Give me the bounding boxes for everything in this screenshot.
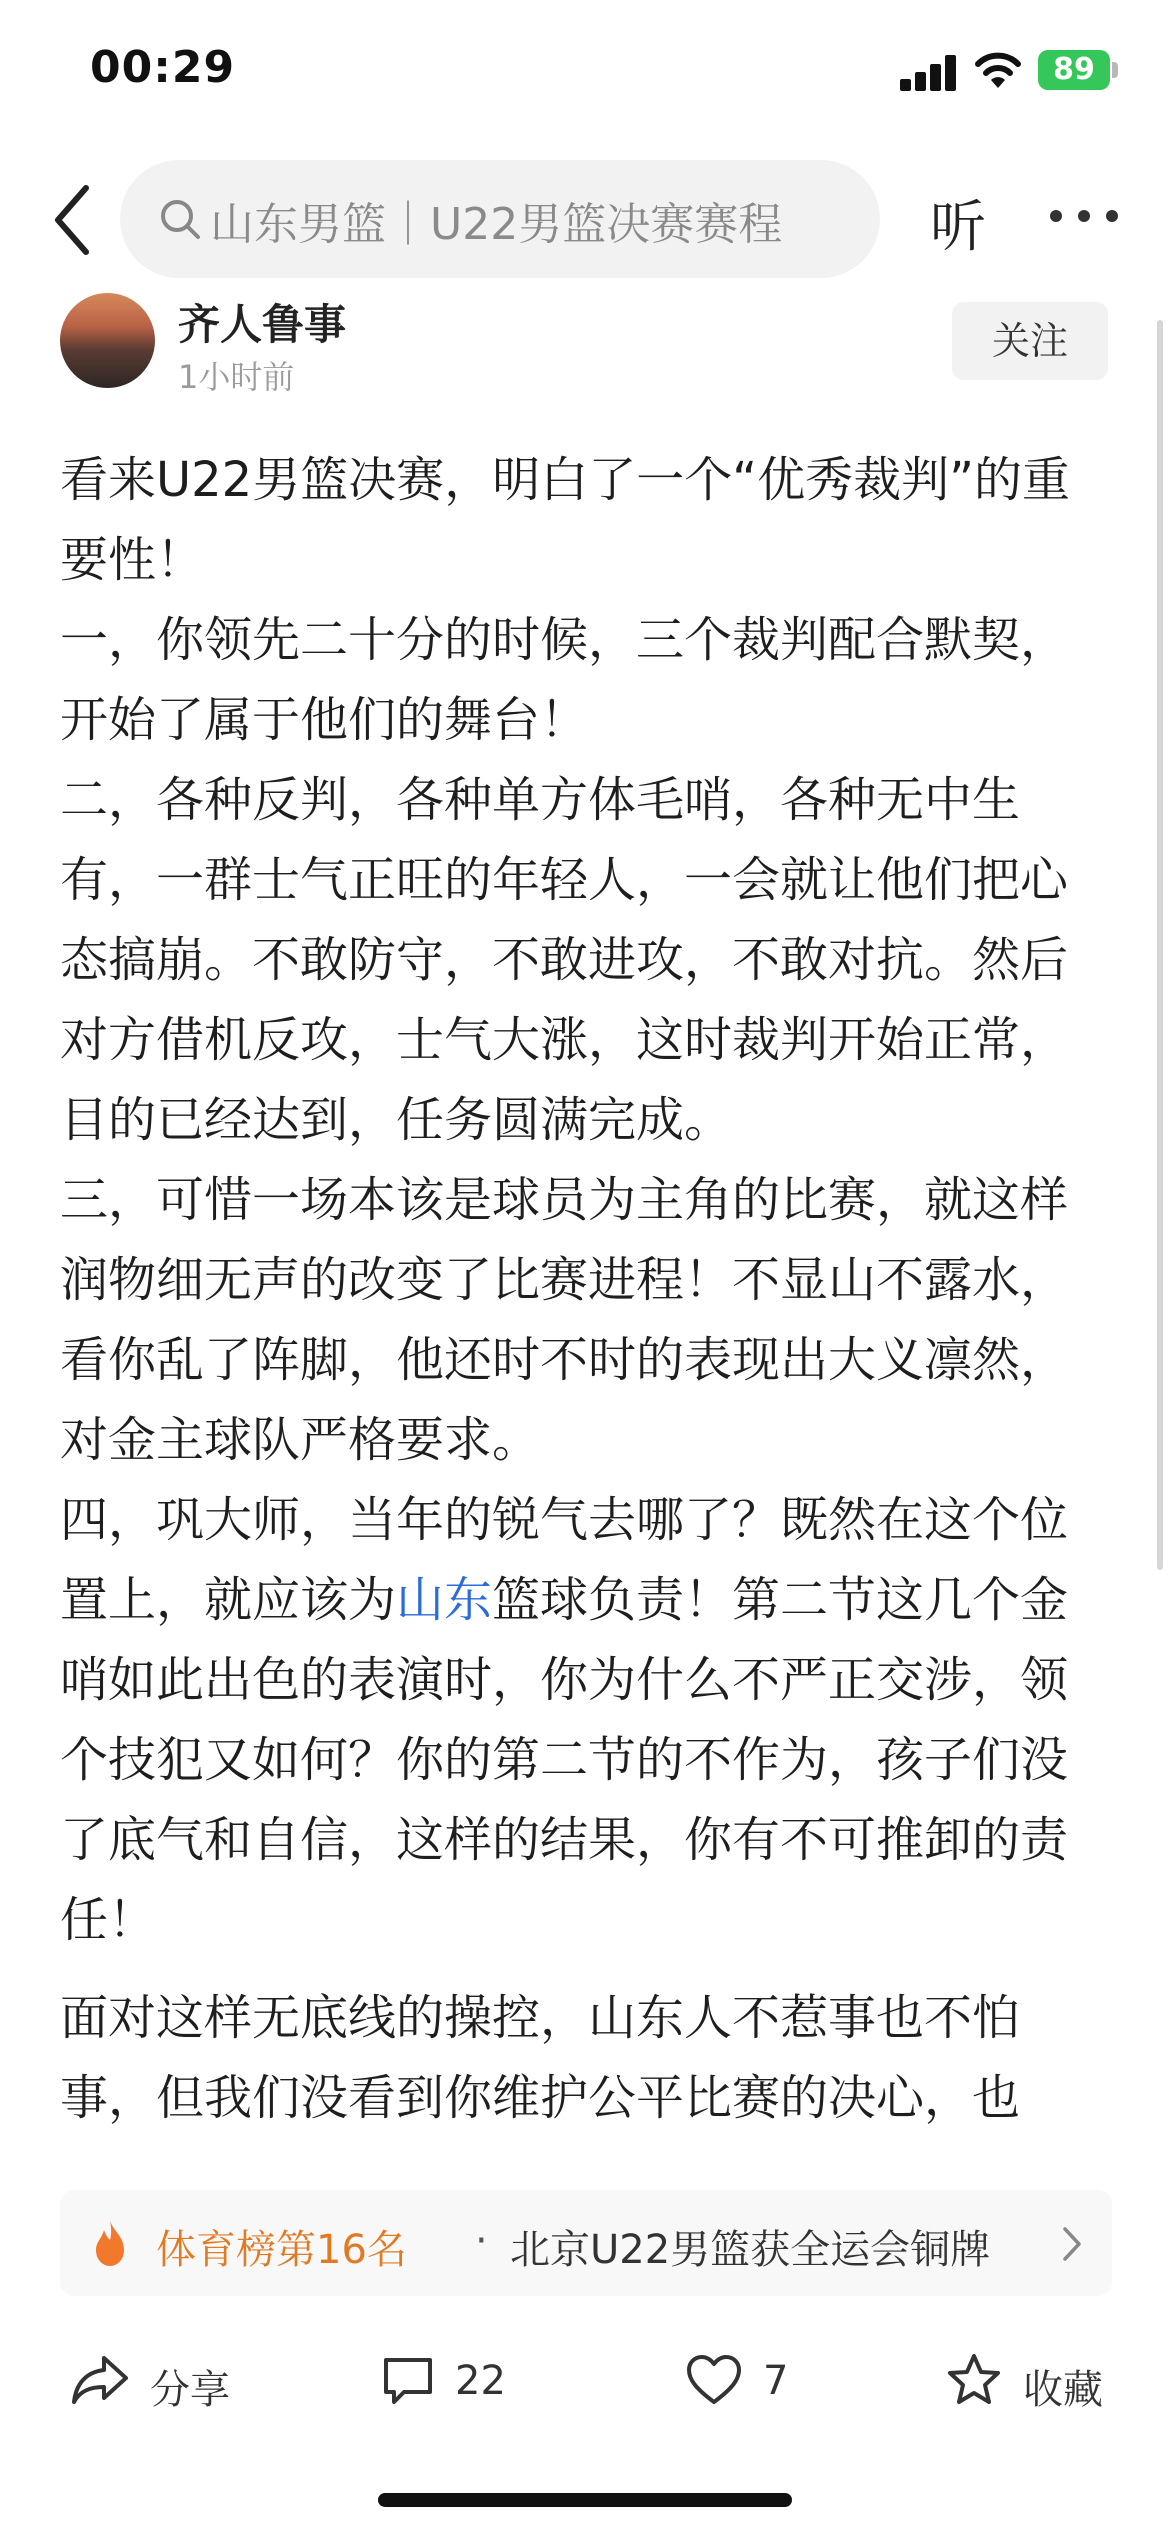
paragraph: 看来U22男篮决赛，明白了一个“优秀裁判”的重要性！ (60, 452, 1070, 588)
share-label: 分享 (150, 2367, 230, 2413)
like-count: 7 (763, 2358, 789, 2404)
topic-link-shandong[interactable]: 山东 (396, 1572, 493, 1628)
hot-rank-banner[interactable] (60, 2190, 1112, 2296)
paragraph-text: 四，巩大师，当年的锐气去哪了？既然在这个位置上，就应该为 (60, 1492, 1069, 1628)
post-time: 1小时前 (178, 358, 295, 396)
wifi-icon (975, 50, 1021, 90)
battery-tip (1112, 62, 1118, 78)
paragraph: 面对这样无底线的操控，山东人不惹事也不怕事，但我们没看到你维护公平比赛的决心，也 (60, 1990, 1021, 2126)
paragraph: 三，可惜一场本该是球员为主角的比赛，就这样润物细无声的改变了比赛进程！不显山不露水，看你乱了阵脚，他还时不时的表现出大义凛然，对金主球队严格要求。 (60, 1172, 1069, 1468)
comment-button[interactable] (380, 2320, 540, 2440)
home-indicator[interactable] (378, 2493, 792, 2507)
action-bar (0, 2320, 1170, 2440)
paragraph: 一，你领先二十分的时候，三个裁判配合默契，开始了属于他们的舞台！ (60, 612, 1069, 748)
status-bar (0, 0, 1170, 150)
search-icon (158, 197, 202, 241)
share-icon (70, 2352, 130, 2408)
listen-button[interactable]: 听 (930, 195, 986, 260)
author-name[interactable]: 齐人鲁事 (178, 300, 347, 349)
heart-icon (685, 2352, 743, 2408)
share-button[interactable] (70, 2320, 270, 2440)
battery-indicator: 89 (1038, 50, 1110, 90)
status-time: 00:29 (90, 42, 236, 93)
star-icon (945, 2352, 1003, 2408)
favorite-button[interactable] (945, 2320, 1145, 2440)
article-body (60, 440, 1112, 2140)
separator-dot: · (475, 2218, 488, 2264)
follow-button[interactable]: 关注 (952, 302, 1108, 380)
back-arrow-icon[interactable] (50, 180, 100, 260)
comment-icon (380, 2352, 436, 2408)
paragraph: 二，各种反判，各种单方体毛哨，各种无中生有，一群士气正旺的年轻人，一会就让他们把心态搞崩。不敢防守，不敢进攻，不敢对抗。然后对方借机反攻，士气大涨，这时裁判开始正常，目的已经达到，任务圆满完成。 (60, 772, 1069, 1148)
cellular-signal-icon (900, 55, 958, 91)
avatar[interactable] (60, 293, 155, 388)
hot-topic-title: 北京U22男篮获全运会铜牌 (510, 2227, 991, 2273)
favorite-label: 收藏 (1023, 2367, 1103, 2413)
chevron-right-icon (1060, 2224, 1084, 2264)
paragraph-text: 篮球负责！第二节这几个金哨如此出色的表演时，你为什么不严正交涉，领个技犯又如何？你的第二节的不作为，孩子们没了底气和自信，这样的结果，你有不可推卸的责任！ (60, 1572, 1069, 1948)
fire-icon (90, 2218, 130, 2268)
scrollbar[interactable] (1157, 320, 1163, 1570)
comment-count: 22 (455, 2358, 506, 2404)
hot-rank-label: 体育榜第16名 (156, 2227, 407, 2273)
search-bar[interactable] (120, 160, 880, 278)
search-text: 山东男篮｜U22男篮决赛赛程 (210, 199, 783, 250)
paragraph (60, 1480, 1112, 1960)
more-options-icon[interactable] (1050, 210, 1120, 224)
like-button[interactable] (685, 2320, 825, 2440)
